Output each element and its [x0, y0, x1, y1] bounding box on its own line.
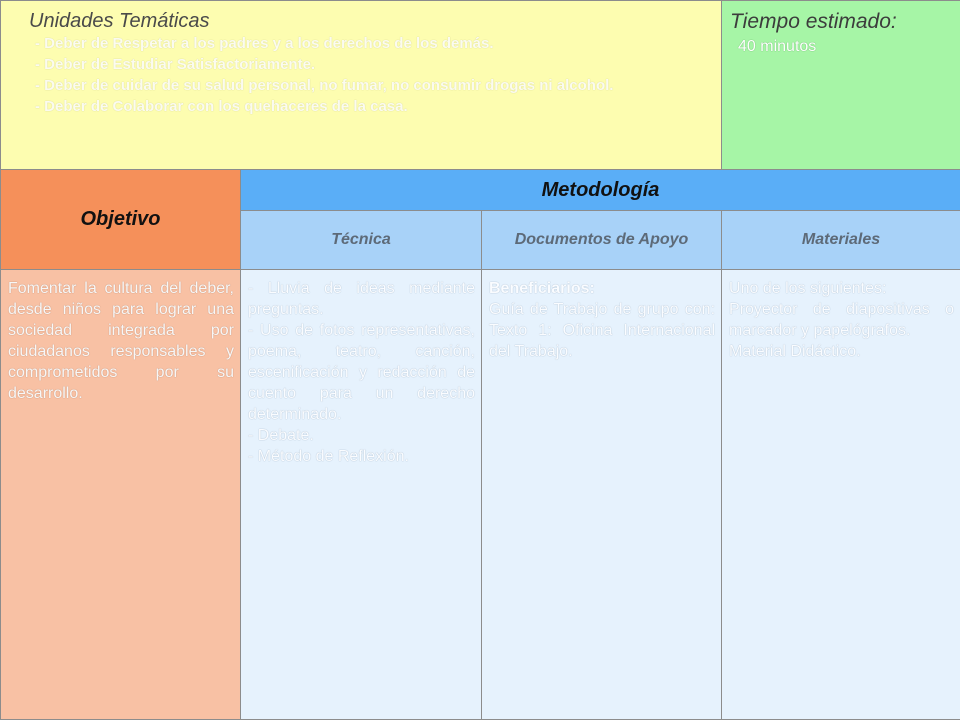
- time-value: 40 minutos: [738, 38, 817, 55]
- units-title: Unidades Temáticas: [29, 10, 210, 32]
- support-docs-header-cell: [482, 211, 722, 270]
- materials-item: Material Didáctico.: [729, 343, 861, 360]
- technique-item: - Método de Reflexión.: [248, 448, 409, 465]
- technique-header: Técnica: [331, 231, 391, 248]
- technique-item: - Uso de fotos representativas, poema, teatro, canción, escenificación y redacción de cuento para un derecho determinado.: [248, 322, 475, 423]
- materials-header: Materiales: [801, 231, 881, 248]
- time-title: Tiempo estimado:: [730, 10, 897, 33]
- materials-cell: [722, 270, 960, 720]
- time-cell: [722, 1, 960, 170]
- support-docs-title: Beneficiarios:: [489, 280, 595, 297]
- technique-list: [241, 270, 481, 467]
- objective-header: Objetivo: [80, 208, 161, 230]
- support-docs-header: Documentos de Apoyo: [514, 231, 689, 248]
- methodology-header-cell: [241, 170, 960, 211]
- materials-item: Uno de los siguientes:: [729, 280, 887, 297]
- units-list: [1, 33, 721, 117]
- technique-cell: [241, 270, 482, 720]
- support-docs-content: [482, 270, 721, 362]
- technique-item: - Debate.: [248, 427, 314, 444]
- methodology-header: Metodología: [541, 178, 660, 201]
- support-docs-cell: [482, 270, 722, 720]
- technique-header-cell: [241, 211, 482, 270]
- objective-cell: [1, 270, 241, 720]
- units-cell: [1, 1, 722, 170]
- materials-header-cell: [722, 211, 960, 270]
- objective-text: Fomentar la cultura del deber, desde niños para lograr una sociedad integrada por ciudadanos responsables y comprometidos por su desarrollo.: [8, 280, 234, 402]
- technique-item: - Lluvia de ideas mediante preguntas.: [248, 280, 475, 318]
- support-docs-text: Guía de Trabajo de grupo con: Texto 1: Oficina Internacional del Trabajo.: [489, 301, 716, 360]
- objective-header-cell: [1, 170, 241, 270]
- materials-item: Proyector de diapositivas o marcador y papelógrafos.: [729, 301, 955, 339]
- materials-list: [722, 270, 960, 362]
- unit-item: - Deber de Respetar a los padres y a los derechos de los demás.: [35, 35, 494, 52]
- unit-item: - Deber de Estudiar Satisfactoriamente.: [35, 56, 316, 73]
- unit-item: - Deber de cuidar de su salud personal, no fumar, no consumir drogas ni alcohol.: [35, 77, 614, 94]
- unit-item: - Deber de Colaborar con los quehaceres de la casa.: [35, 98, 408, 115]
